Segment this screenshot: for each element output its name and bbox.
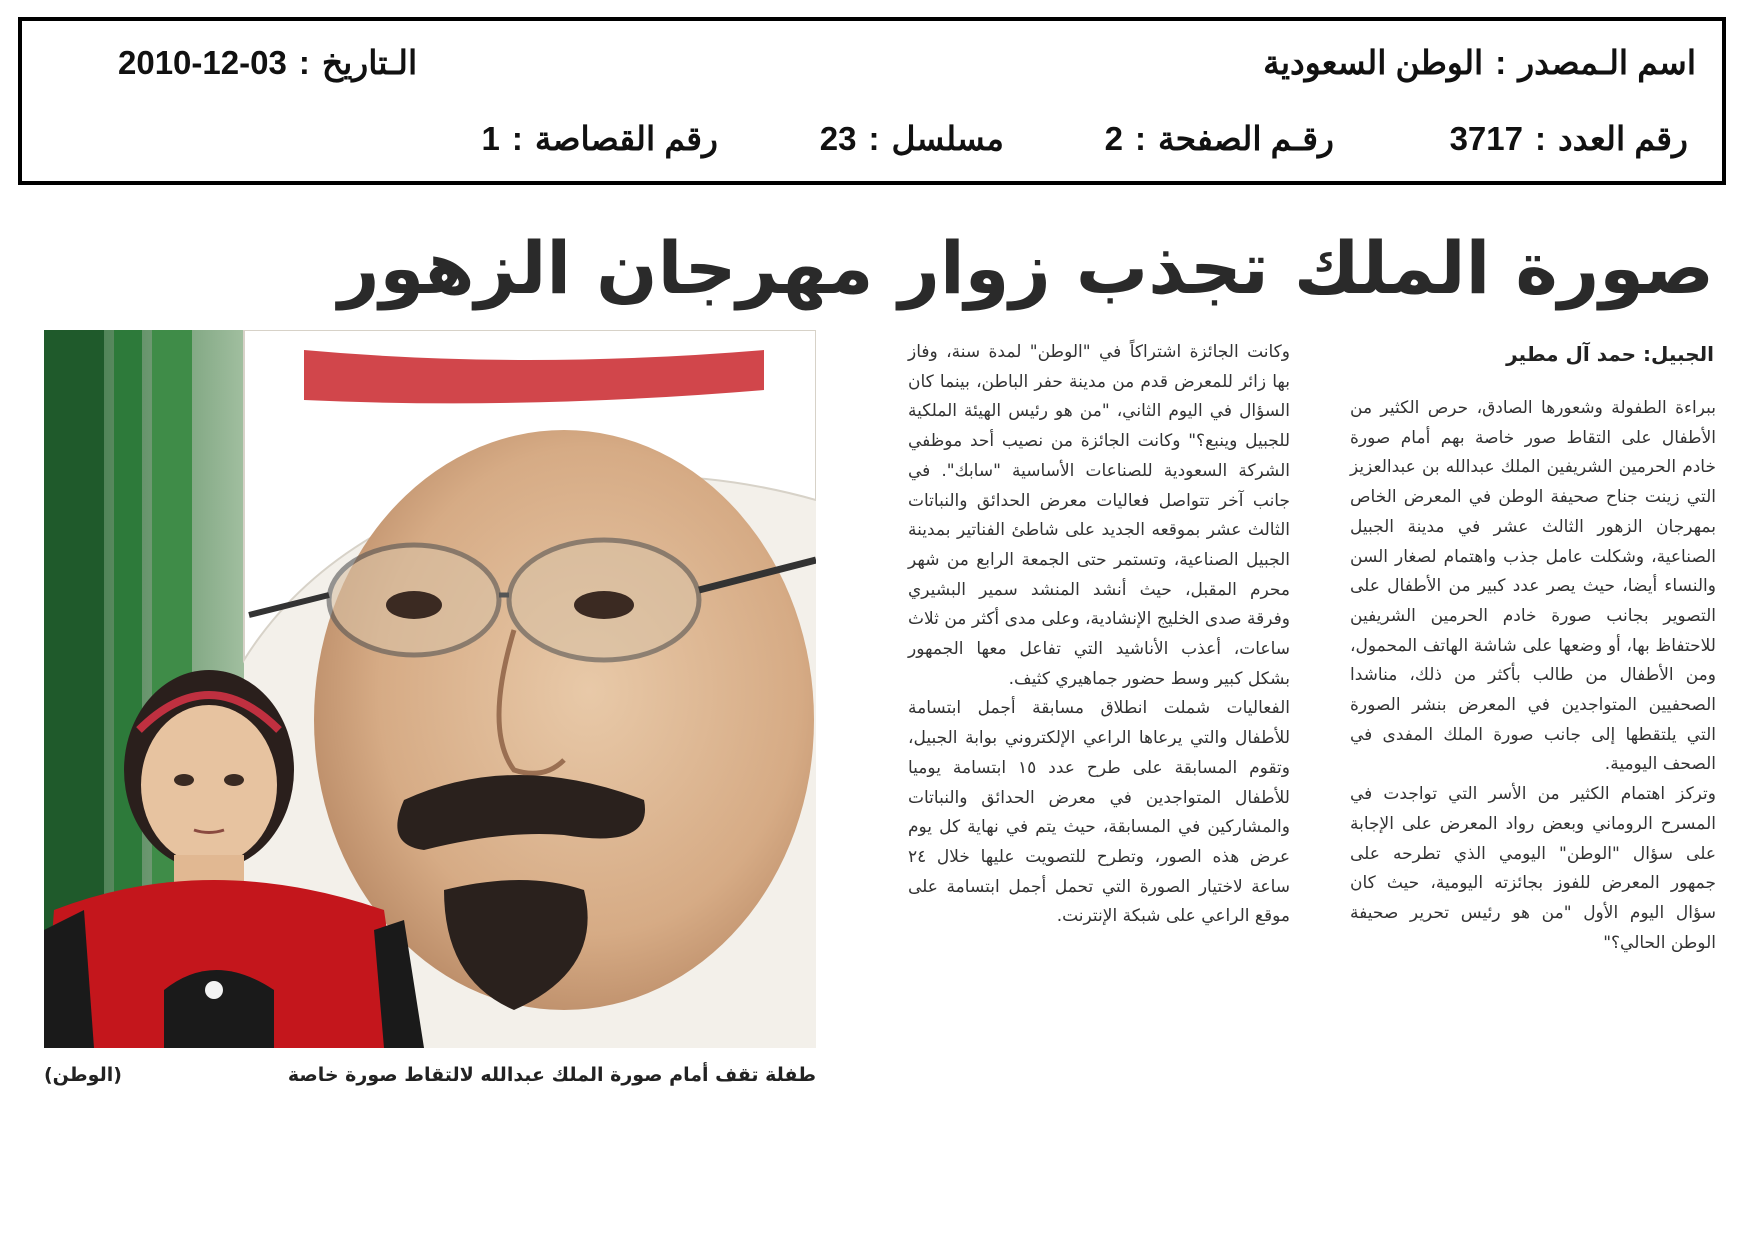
source-field: اسم الـمصدر:الوطن السعودية [1263,44,1696,81]
article-photo [44,330,816,1048]
clip-value: 1 [481,120,500,157]
source-value: الوطن السعودية [1263,44,1484,81]
column-2-paragraph-1: وكانت الجائزة اشتراكاً في "الوطن" لمدة سنة، وفاز بها زائر للمعرض قدم من مدينة حفر الباطن، بينما كان السؤال في اليوم الثاني، "من هو رئيس الهيئة الملكية للجبيل وينبع؟" وكانت الجائزة من نصيب أحد موظفي الشركة السعودية للصناعات الأساسية "سابك". في جانب آخر تتواصل فعاليات معرض الحدائق والنباتات الثالث عشر بموقعه الجديد على شاطئ الفناتير بمدينة الجبيل الصناعية، وتستمر حتى الجمعة الرابع من شهر محرم المقبل، حيث أنشد المنشد سمير البشيري وفرقة صدى الخليج الإنشادية، وعلى مدى أكثر من ثلاث ساعات، أعذب الأناشيد التي تفاعل معها الجمهور بشكل كبير وسط حضور جماهيري كثيف. [908,342,1290,689]
clip-label: رقم القصاصة [534,120,718,157]
article-column-2 [908,338,1290,932]
page-label: رقـم الصفحة [1157,120,1334,157]
photo-credit: (الوطن) [44,1064,122,1086]
issue-field: رقم العدد:3717 [1449,120,1688,157]
page-field: رقـم الصفحة:2 [1104,120,1334,157]
column-1-paragraph-2: وتركز اهتمام الكثير من الأسر التي تواجدت في المسرح الروماني وبعض رواد المعرض على الإجابة على سؤال "الوطن" اليومي الذي تطرحه على جمهور المعرض للفوز بجائزته اليومية، حيث كان سؤال اليوم الأول "من هو رئيس تحرير صحيفة الوطن الحالي؟" [1350,784,1716,953]
date-field: الـتاريخ:2010-12-03 [118,44,418,81]
serial-field: مسلسل:23 [819,120,1004,157]
photo-caption: طفلة تقف أمام صورة الملك عبدالله لالتقاط صورة خاصة [287,1064,816,1086]
article-byline: الجبيل: حمد آل مطير [1506,342,1714,366]
date-value: 2010-12-03 [118,44,287,81]
source-label: اسم الـمصدر [1518,44,1696,81]
serial-label: مسلسل [891,120,1004,157]
date-label: الـتاريخ [321,44,418,81]
photo-caption-bar [44,1058,816,1092]
clipping-header [18,17,1726,185]
page-value: 2 [1104,120,1123,157]
article-column-1 [1350,394,1716,958]
clip-field: رقم القصاصة:1 [481,120,718,157]
issue-value: 3717 [1449,120,1523,157]
column-2-paragraph-2: الفعاليات شملت انطلاق مسابقة أجمل ابتسامة للأطفال والتي يرعاها الراعي الإلكتروني بوابة الجبيل، وتقوم المسابقة على طرح عدد ١٥ ابتسامة يوميا للأطفال المتواجدين في معرض الحدائق والنباتات والمشاركين في المسابقة، حيث يتم في نهاية كل يوم عرض هذه الصور، وتطرح للتصويت عليها خلال ٢٤ ساعة لاختيار الصورة التي تحمل أجمل ابتسامة على موقع الراعي على شبكة الإنترنت. [908,698,1290,927]
article-headline: صورة الملك تجذب زوار مهرجان الزهور [338,226,1714,310]
issue-label: رقم العدد [1557,120,1688,157]
serial-value: 23 [819,120,857,157]
king-portrait-illustration [44,330,816,1048]
column-1-paragraph-1: ببراءة الطفولة وشعورها الصادق، حرص الكثير من الأطفال على التقاط صور خاصة بهم أمام صورة خادم الحرمين الشريفين الملك عبدالله بن عبدالعزيز التي زينت جناح صحيفة الوطن في المعرض الخاص بمهرجان الزهور الثالث عشر في مدينة الجبيل الصناعية، وشكلت عامل جذب واهتمام لصغار السن والنساء أيضا، حيث يصر عدد كبير من الأطفال على التصوير بجانب صورة خادم الحرمين الشريفين للاحتفاظ بها، أو وضعها على شاشة الهاتف المحمول، ومن الأطفال من طالب بأكثر من ذلك، مناشدا الصحفيين المتواجدين في المعرض بنشر الصورة التي يلتقطها إلى جانب صورة الملك المفدى في الصحف اليومية. [1350,398,1716,775]
